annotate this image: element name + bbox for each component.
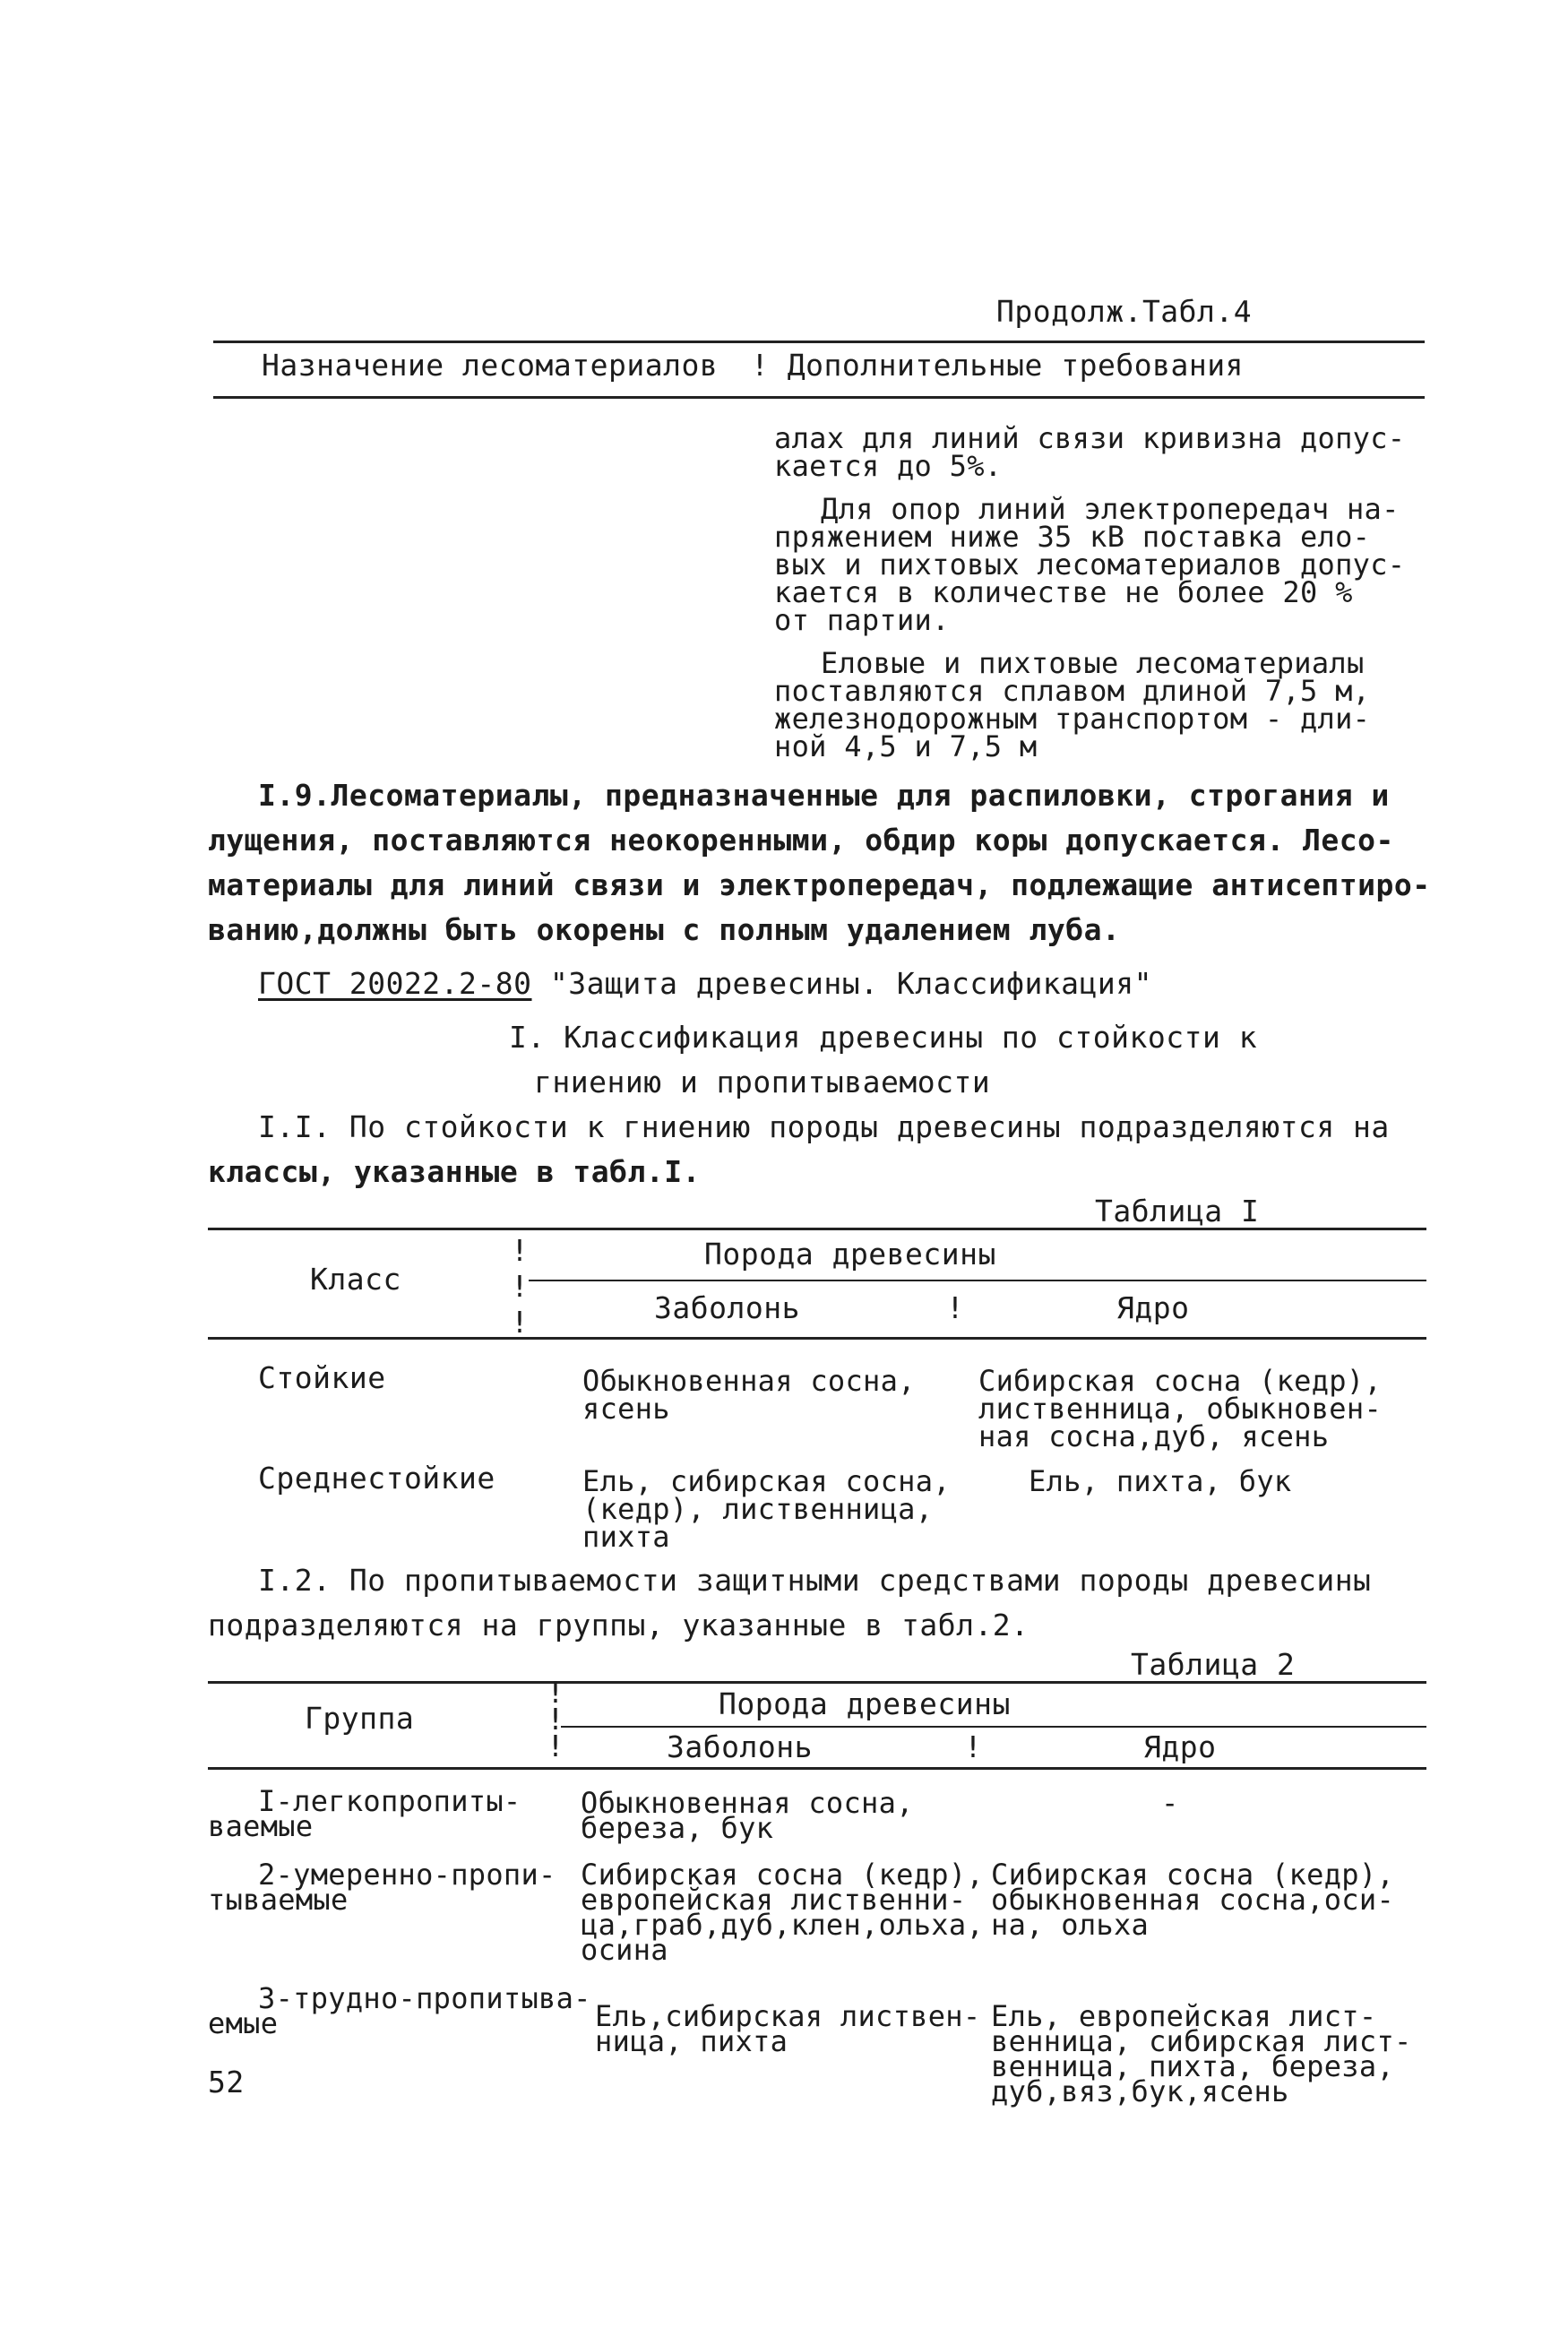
requirements-line: вых и пихтовых лесоматериалов допус-	[774, 548, 1406, 582]
table1-row-class: Среднестойкие	[258, 1461, 495, 1496]
section-heading-line: I. Классификация древесины по стойкости к	[509, 1020, 1258, 1055]
requirements-line: Для опор линий электропередач на-	[821, 492, 1400, 526]
paragraph-1-9-line: ванию,должны быть окорены с полным удалением луба.	[208, 912, 1121, 947]
table1-row-sapwood: пихта	[582, 1520, 670, 1554]
table2-row-heartwood: венница, сибирская лист-	[991, 2024, 1412, 2058]
table2-caption: Таблица 2	[1131, 1647, 1296, 1682]
table1-header-marks: ! ! !	[511, 1233, 530, 1340]
table2-header-subrule	[561, 1726, 1426, 1728]
table4-col1-header: Назначение лесоматериалов	[262, 348, 719, 383]
paragraph-1-1-line: I.I. По стойкости к гниению породы древесины подразделяются на	[258, 1109, 1390, 1144]
table1-header-rule	[208, 1337, 1426, 1340]
table1-header-class: Класс	[310, 1262, 401, 1297]
table2-header-rule	[208, 1767, 1426, 1770]
table2-row-heartwood: -	[1161, 1786, 1179, 1820]
table2-row-group: тываемые	[208, 1883, 349, 1917]
table2-row-sapwood: ница, пихта	[595, 2024, 788, 2058]
table4-header-rule	[213, 396, 1425, 399]
table1-row-sapwood: Ель, сибирская сосна,	[582, 1464, 951, 1498]
table2-header-group: Группа	[305, 1701, 415, 1736]
section-heading-line: гниению и пропитываемости	[534, 1065, 991, 1099]
paragraph-1-9-line: I.9.Лесоматериалы, предназначенные для распиловки, строгания и	[258, 778, 1390, 813]
page-number: 52	[208, 2065, 245, 2100]
table2-row-group: 2-умеренно-пропи-	[258, 1858, 556, 1892]
requirements-line: поставляются сплавом длиной 7,5 м,	[774, 674, 1371, 708]
requirements-line: Еловые и пихтовые лесоматериалы	[821, 646, 1365, 680]
table1-row-sapwood: (кедр), лиственница,	[582, 1492, 934, 1526]
table1-row-heartwood: лиственница, обыкновен-	[978, 1392, 1383, 1426]
table1-header-sapwood: Заболонь	[654, 1290, 800, 1325]
requirements-line: кается в количестве не более 20 %	[774, 575, 1353, 609]
table2-row-sapwood: осина	[581, 1933, 668, 1967]
table2-row-sapwood: Обыкновенная сосна,	[581, 1786, 914, 1820]
table2-row-heartwood: Сибирская сосна (кедр),	[991, 1858, 1395, 1892]
table2-row-sapwood: Сибирская сосна (кедр),	[581, 1858, 985, 1892]
table2-row-group: I-легкопропиты-	[258, 1784, 521, 1818]
paragraph-1-2-line: подразделяются на группы, указанные в табл.2.	[208, 1608, 1030, 1643]
paragraph-1-1-line: классы, указанные в табл.I.	[208, 1154, 701, 1189]
table1-caption: Таблица I	[1095, 1194, 1260, 1229]
paragraph-1-9-line: материалы для линий связи и электропередач, подлежащие антисептиро-	[208, 867, 1431, 902]
table4-col2-header: ! Дополнительные требования	[751, 348, 1244, 383]
table2-row-sapwood: ца,граб,дуб,клен,ольха,	[581, 1908, 985, 1942]
table1-row-class: Стойкие	[258, 1360, 386, 1395]
table2-row-heartwood: обыкновенная сосна,оси-	[991, 1883, 1395, 1917]
gost-reference	[258, 966, 1152, 1002]
table2-row-sapwood: европейская лиственни-	[581, 1883, 967, 1917]
table2-row-group: ваемые	[208, 1809, 314, 1843]
table2-header-marks: ! ! !	[547, 1675, 565, 1763]
paragraph-1-2-line: I.2. По пропитываемости защитными средствами породы древесины	[258, 1563, 1372, 1598]
table2-row-heartwood: венница, пихта, береза,	[991, 2049, 1395, 2083]
table1-header-subrule	[529, 1280, 1426, 1281]
paragraph-1-9-line: лущения, поставляются неокоренными, обдир коры допускается. Лесо-	[208, 823, 1394, 858]
requirements-line: алах для линий связи кривизна допус-	[774, 421, 1406, 455]
table4-caption: Продолж.Табл.4	[996, 294, 1253, 329]
table1-header-species: Порода древесины	[704, 1237, 996, 1272]
table1-row-heartwood: Ель, пихта, бук	[1029, 1464, 1292, 1498]
table2-row-heartwood: на, ольха	[991, 1908, 1150, 1942]
table1-top-rule	[208, 1228, 1426, 1230]
requirements-line: пряжением ниже 35 кВ поставка ело-	[774, 520, 1371, 554]
table1-row-sapwood: Обыкновенная сосна,	[582, 1364, 916, 1398]
table2-row-sapwood: Ель,сибирская листвен-	[595, 1999, 981, 2033]
gost-number: ГОСТ 20022.2-80	[258, 966, 532, 1001]
table2-header-heartwood: Ядро	[1143, 1729, 1217, 1764]
table4-top-rule	[213, 341, 1425, 343]
table1-row-heartwood: Сибирская сосна (кедр),	[978, 1364, 1383, 1398]
requirements-line: ной 4,5 и 7,5 м	[774, 729, 1038, 763]
table2-row-sapwood: береза, бук	[581, 1811, 774, 1845]
table1-header-heartwood: Ядро	[1116, 1290, 1190, 1325]
table1-row-sapwood: ясень	[582, 1392, 670, 1426]
table2-row-heartwood: Ель, европейская лист-	[991, 1999, 1377, 2033]
table1-row-heartwood: ная сосна,дуб, ясень	[978, 1419, 1330, 1453]
requirements-line: железнодорожным транспортом - дли-	[774, 702, 1371, 736]
table2-header-divider: !	[964, 1729, 983, 1764]
table2-row-group: 3-трудно-пропитыва-	[258, 1981, 591, 2015]
table2-top-rule	[208, 1681, 1426, 1684]
requirements-line: от партии.	[774, 603, 950, 637]
table2-header-species: Порода древесины	[719, 1686, 1011, 1721]
gost-title: "Защита древесины. Классификация"	[531, 966, 1153, 1001]
table1-header-divider: !	[946, 1290, 965, 1325]
requirements-line: кается до 5%.	[774, 449, 1003, 483]
table2-row-heartwood: дуб,вяз,бук,ясень	[991, 2074, 1289, 2108]
table2-header-sapwood: Заболонь	[667, 1729, 813, 1764]
table2-row-group: емые	[208, 2006, 279, 2040]
